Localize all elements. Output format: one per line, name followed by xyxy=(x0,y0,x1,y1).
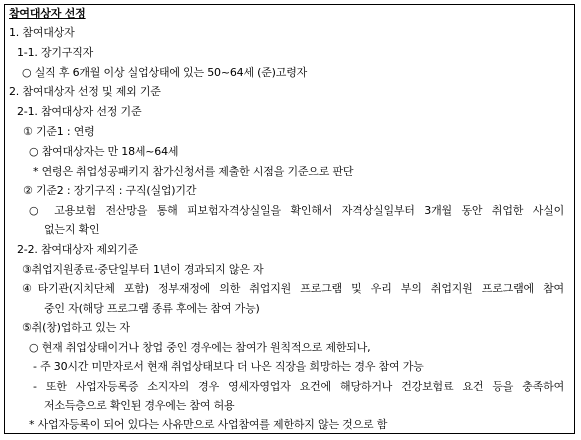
dash-item: - 주 30시간 미만자로서 현재 취업상태보다 더 나은 직장을 희망하는 경우 참여 가능 xyxy=(33,360,424,373)
subsection-2-2: 2-2. 참여대상자 제외기준 xyxy=(17,243,139,256)
criterion-1: ① 기준1 : 연령 xyxy=(23,125,95,138)
subsection-2-1: 2-1. 참여대상자 선정 기준 xyxy=(17,105,142,118)
subsection-1-1: 1-1. 장기구직자 xyxy=(17,46,94,59)
note-item: * 사업자등록이 되어 있다는 사유만으로 사업참여를 제한하지 않는 것으로 함 xyxy=(29,418,388,431)
list-item-continuation: 없는지 확인 xyxy=(44,223,100,236)
list-item: ○ 고용보험 전산망을 통해 피보험자격상실일을 확인해서 자격상실일부터 3개월 동안 취업한 사실이 xyxy=(29,204,564,217)
list-item: ○ 현재 취업상태이거나 창업 중인 경우에는 참여가 원칙적으로 제한되나, xyxy=(29,341,371,354)
criterion-2: ② 기준2 : 장기구직 : 구직(실업)기간 xyxy=(23,184,197,197)
exclusion-5: ⑤취(창)업하고 있는 자 xyxy=(22,321,130,334)
note-item: * 연령은 취업성공패키지 참가신청서를 제출한 시점을 기준으로 판단 xyxy=(33,165,354,178)
document-title: 참여대상자 선정 xyxy=(9,7,86,20)
dash-item-continuation: 저소득층으로 확인된 경우에는 참여 허용 xyxy=(44,399,235,412)
section-1: 1. 참여대상자 xyxy=(9,26,75,39)
list-item: ○ 실직 후 6개월 이상 실업상태에 있는 50~64세 (준)고령자 xyxy=(22,66,308,79)
section-2: 2. 참여대상자 선정 및 제외 기준 xyxy=(9,85,161,98)
list-item: ○ 참여대상자는 만 18세~64세 xyxy=(29,145,179,158)
exclusion-4: ④타기관(지치단체 포함) 정부재정에 의한 취업지원 프로그램 및 우리 부의 취업지원 프로그램에 참여 xyxy=(22,282,564,295)
dash-item: - 또한 사업자등록증 소지자의 경우 영세자영업자 요건에 해당하거나 건강보험료 요건 등을 충족하여 xyxy=(33,380,564,393)
exclusion-3: ③취업지원종료·중단일부터 1년이 경과되지 않은 자 xyxy=(22,263,264,276)
exclusion-4-continuation: 중인 자(해당 프로그램 종류 후에는 참여 가능) xyxy=(44,302,260,315)
